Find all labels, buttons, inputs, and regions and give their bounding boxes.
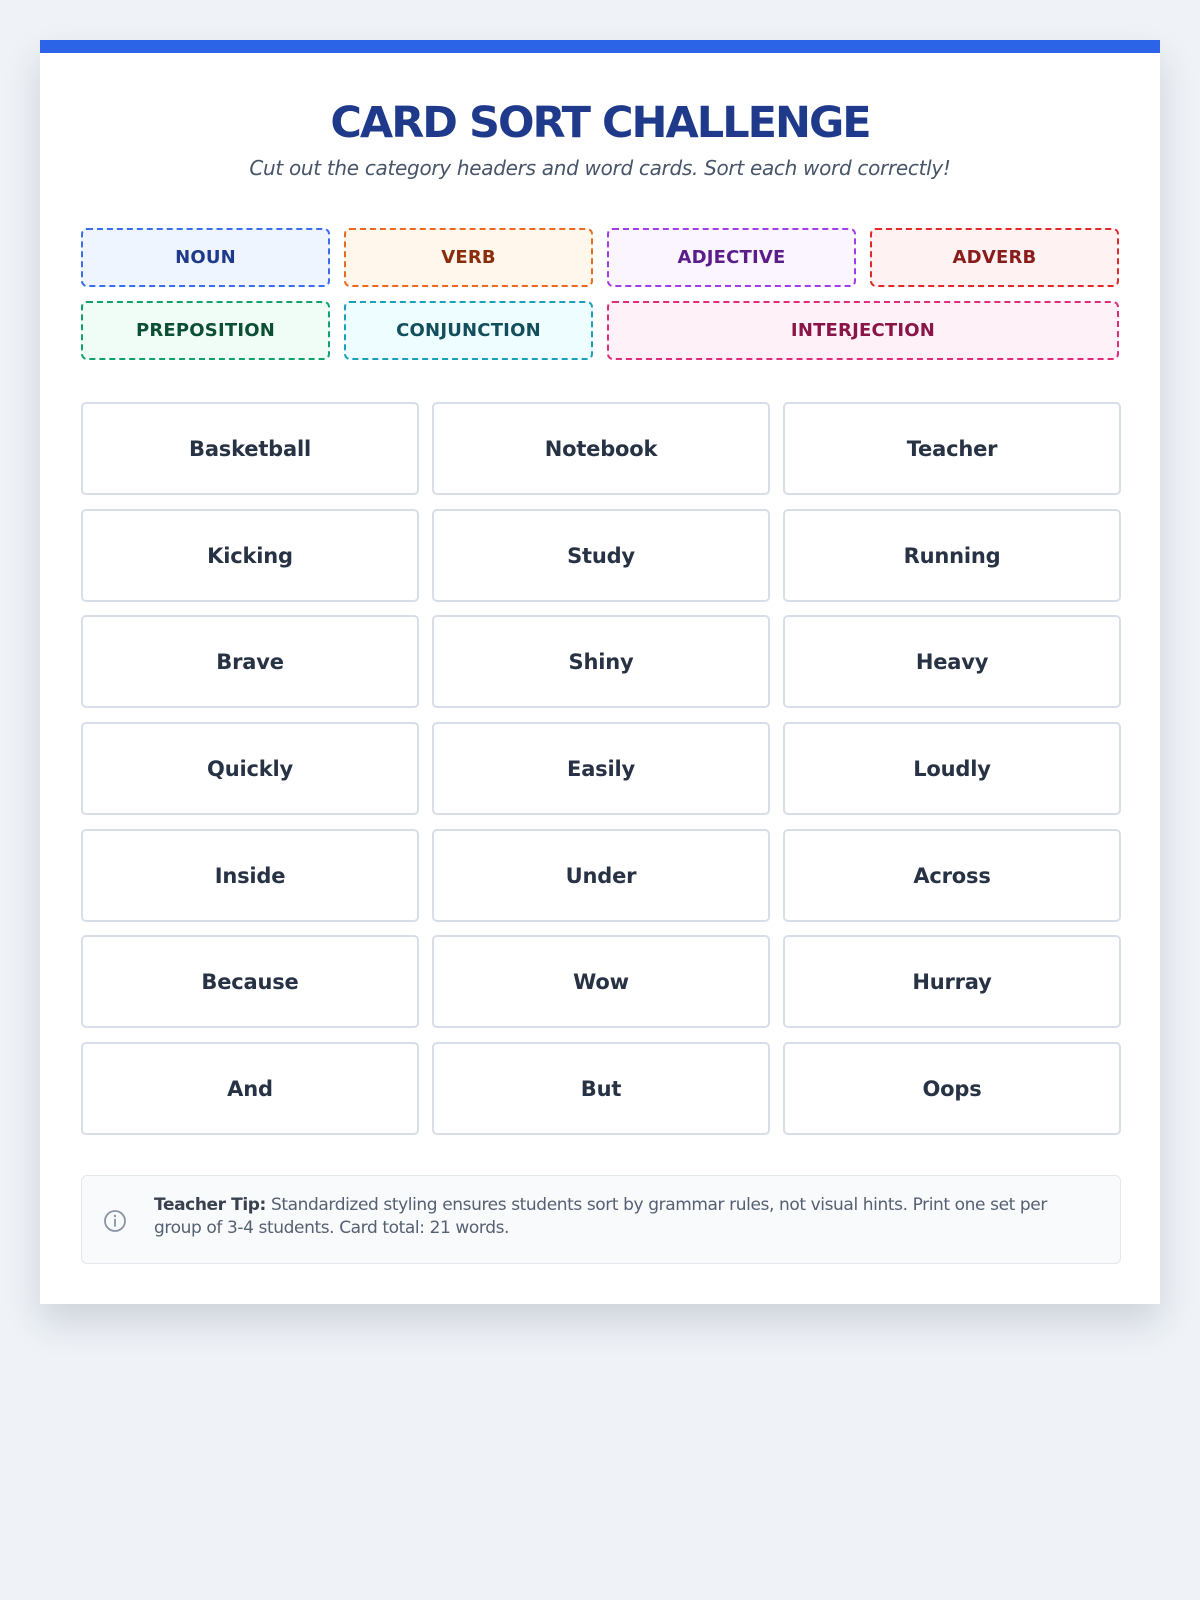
teacher-tip-text [154, 1194, 1099, 1240]
page-subtitle: Cut out the category headers and word cards. Sort each word correctly! [249, 156, 951, 180]
word-card: Inside [81, 829, 419, 922]
teacher-tip-body: Standardized styling ensures students sort by grammar rules, not visual hints. Print one set per group of 3-4 students. Card total: 21 words. [154, 1195, 1047, 1238]
word-card: Quickly [81, 722, 419, 815]
worksheet [40, 40, 1160, 1304]
word-card: Loudly [783, 722, 1121, 815]
word-card: Because [81, 935, 419, 1028]
category-verb: VERB [344, 228, 593, 287]
word-card: And [81, 1042, 419, 1135]
category-adverb: ADVERB [870, 228, 1119, 287]
category-noun: NOUN [81, 228, 330, 287]
category-interjection: INTERJECTION [607, 301, 1119, 360]
word-card: Hurray [783, 935, 1121, 1028]
word-card: Heavy [783, 615, 1121, 708]
word-card: Study [432, 509, 770, 602]
word-card: Running [783, 509, 1121, 602]
category-preposition: PREPOSITION [81, 301, 330, 360]
word-card: Brave [81, 615, 419, 708]
word-card: Wow [432, 935, 770, 1028]
teacher-tip [81, 1175, 1121, 1264]
word-card: Teacher [783, 402, 1121, 495]
teacher-tip-label: Teacher Tip: [154, 1195, 266, 1215]
info-icon [103, 1209, 127, 1233]
word-card: Basketball [81, 402, 419, 495]
word-card: Under [432, 829, 770, 922]
category-conjunction: CONJUNCTION [344, 301, 593, 360]
word-card: Oops [783, 1042, 1121, 1135]
word-card: But [432, 1042, 770, 1135]
page-title: CARD SORT CHALLENGE [330, 98, 870, 148]
word-card: Shiny [432, 615, 770, 708]
word-card: Notebook [432, 402, 770, 495]
word-card: Across [783, 829, 1121, 922]
word-card: Kicking [81, 509, 419, 602]
category-adjective: ADJECTIVE [607, 228, 856, 287]
word-card: Easily [432, 722, 770, 815]
